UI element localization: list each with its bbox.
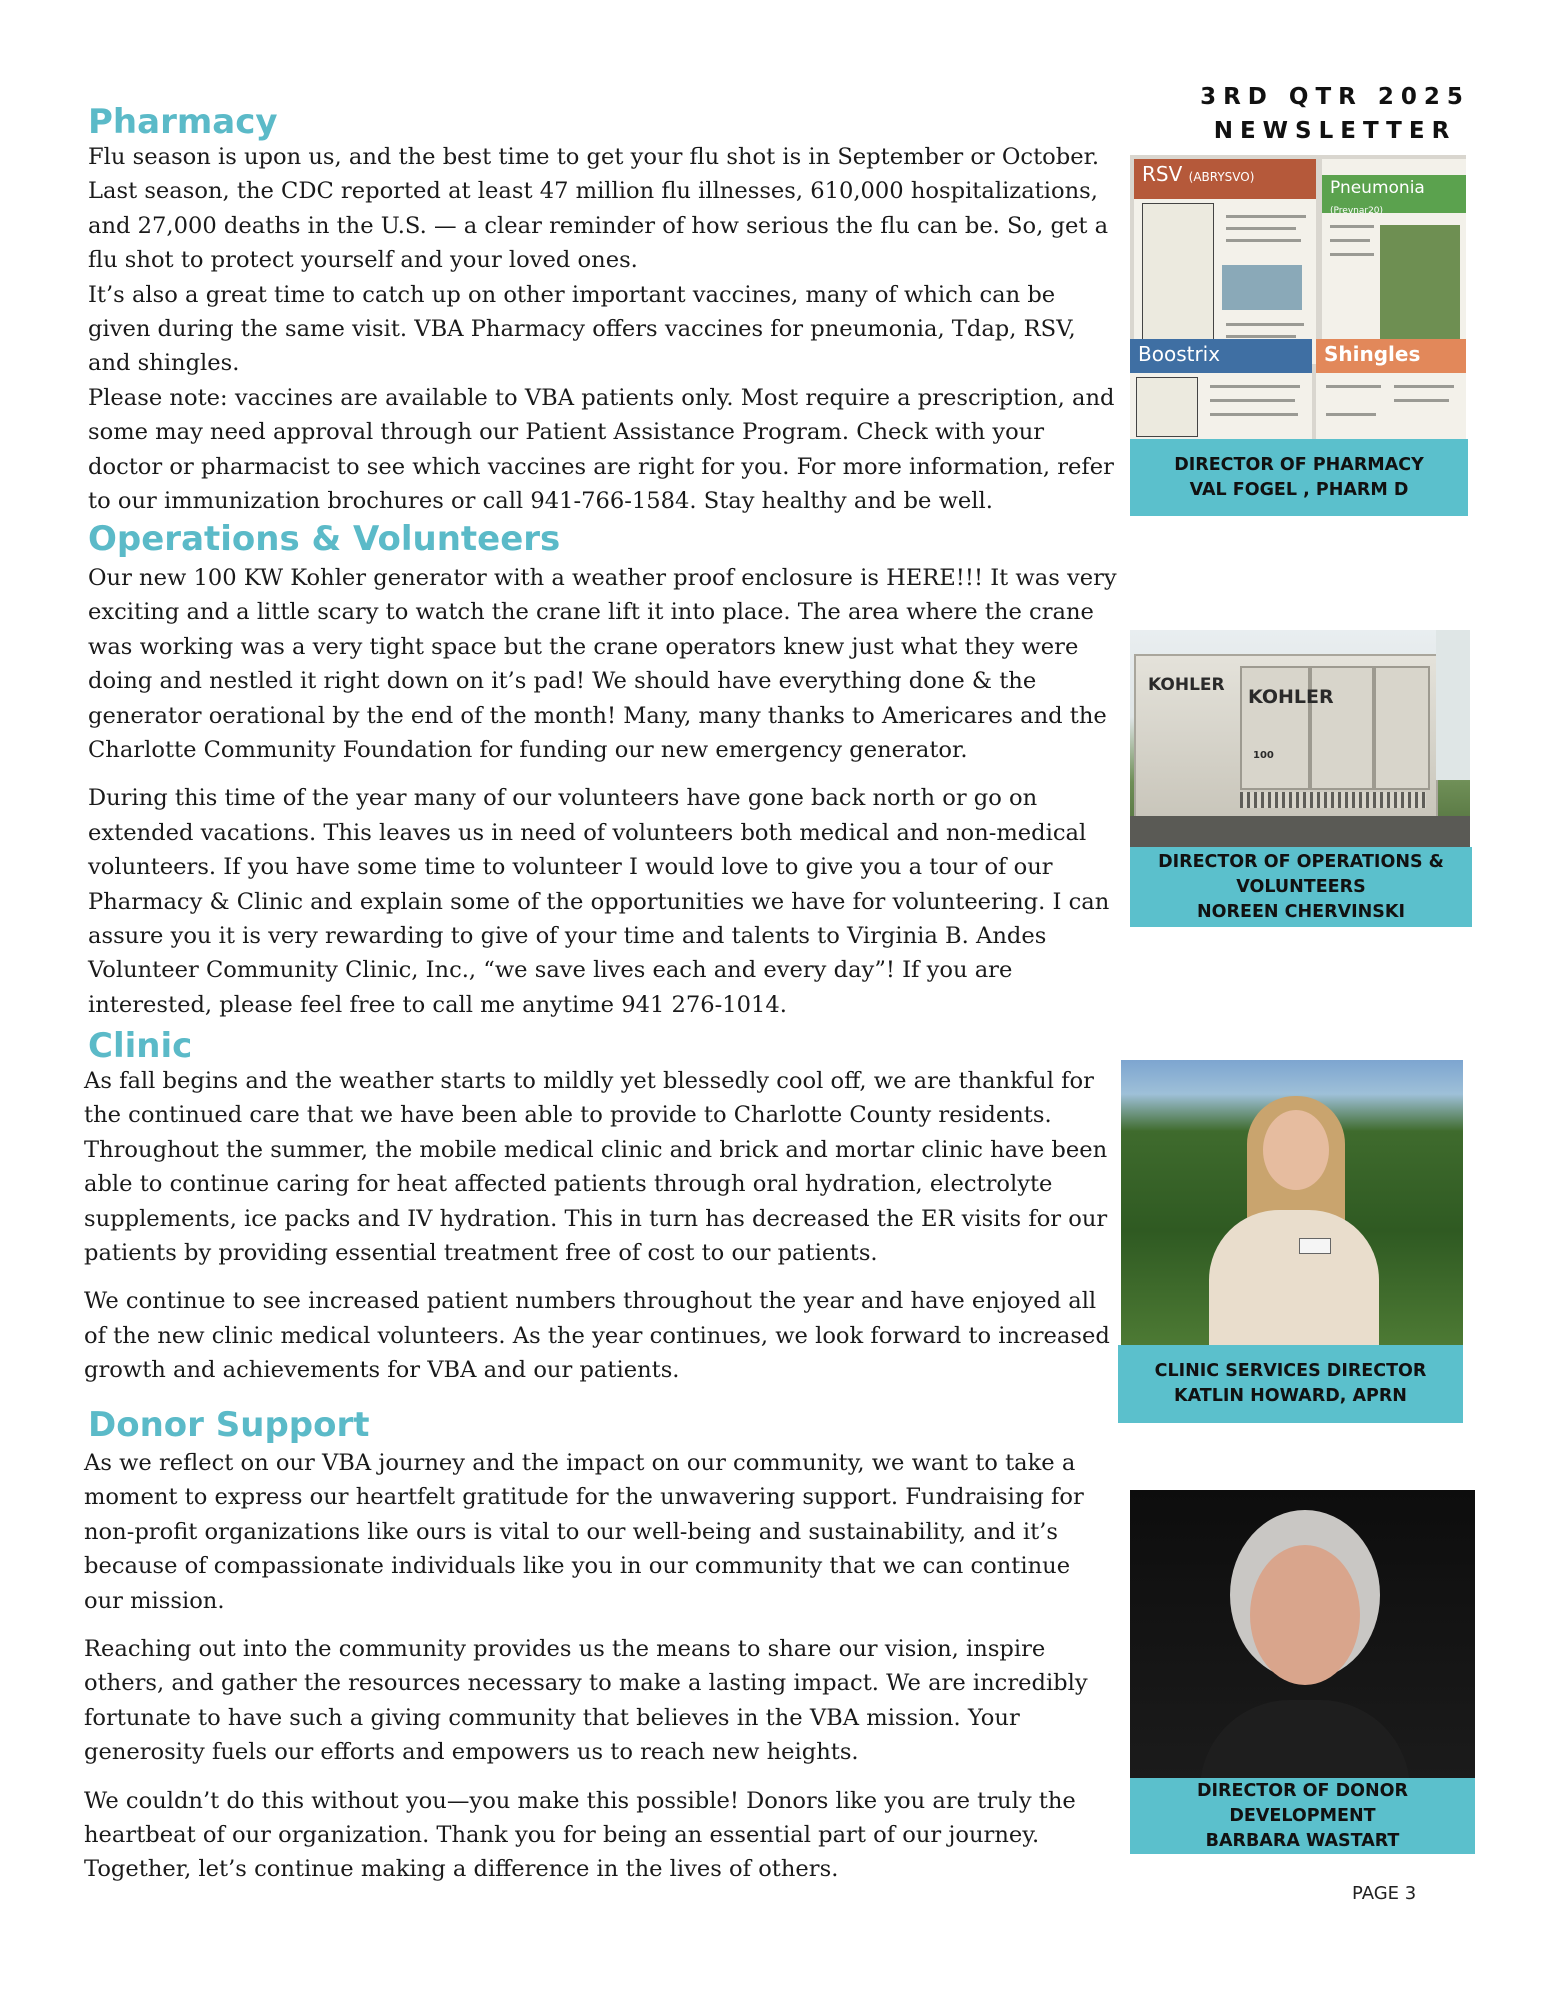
donor-heading: Donor Support xyxy=(88,1405,370,1445)
clinic-heading: Clinic xyxy=(88,1026,193,1066)
brochure-rsv-band xyxy=(1134,159,1316,199)
brochure-rsv-subtitle: (ABRYSVO) xyxy=(1188,170,1255,184)
brochure-boostrix-band xyxy=(1130,339,1312,373)
operations-heading: Operations & Volunteers xyxy=(88,519,561,559)
brochure-pneumonia-band xyxy=(1322,175,1466,216)
newsletter-masthead xyxy=(1190,80,1480,148)
caption-name: BARBARA WASTART xyxy=(1205,1830,1400,1851)
clinic-paragraph: As fall begins and the weather starts to mildly yet blessedly cool off, we are thankful for the continued care that we have been able to provide to Charlotte County residents. Throughout the summer, the mobile medical clinic and brick and mortar clinic have been able to continue caring for heat affected patients through oral hydration, electrolyte supplements, ice packs and IV hydration. This in turn has decreased the ER visits for our patients by providing essential treatment free of cost to our patients. xyxy=(84,1068,1108,1267)
caption-title: DIRECTOR OF OPERATIONS & xyxy=(1158,851,1444,872)
pharmacy-paragraph: Flu season is upon us, and the best time to get your flu shot is in September or October. Last season, the CDC reported at least 47 million flu illnesses, 610,000 hospitalizations, and 27,000 deaths in the U.S. — a clear reminder of how serious the flu can be. So, get a flu shot to protect yourself and your loved ones. xyxy=(88,144,1109,274)
donor-director-portrait xyxy=(1130,1490,1475,1778)
pharmacy-body xyxy=(88,140,1118,518)
operations-paragraph: During this time of the year many of our volunteers have gone back north or go on extended vacations. This leaves us in need of volunteers both medical and non-medical volunteers. If you have some time to volunteer I would love to give you a tour of our Pharmacy & Clinic and explain some of the opportunities we have for volunteering. I can assure you it is very rewarding to give of your time and talents to Virginia B. Andes Volunteer Community Clinic, Inc., “we save lives each and every day”! If you are interested, please feel free to call me anytime 941 276-1014. xyxy=(88,785,1110,1018)
page-number: PAGE 3 xyxy=(1352,1883,1417,1904)
caption-title: VOLUNTEERS xyxy=(1236,876,1366,897)
caption-name: VAL FOGEL , PHARM D xyxy=(1189,479,1409,500)
caption-title: DEVELOPMENT xyxy=(1229,1805,1376,1826)
pharmacy-paragraph: It’s also a great time to catch up on other important vaccines, many of which can be given during the same visit. VBA Pharmacy offers vaccines for pneumonia, Tdap, RSV, and shingles. xyxy=(88,281,1076,377)
donor-director-caption xyxy=(1130,1778,1475,1854)
masthead-issue: 3RD QTR 2025 xyxy=(1200,84,1470,110)
operations-body xyxy=(88,561,1118,1022)
generator-brand-front: KOHLER xyxy=(1248,686,1334,708)
caption-name: NOREEN CHERVINSKI xyxy=(1197,901,1405,922)
clinic-director-portrait xyxy=(1121,1060,1463,1345)
donor-paragraph: We couldn’t do this without you—you make this possible! Donors like you are truly the heartbeat of our organization. Thank you for being an essential part of our journey. Together, let’s continue making a difference in the lives of others. xyxy=(84,1787,1076,1883)
pharmacy-director-caption xyxy=(1130,439,1468,516)
clinic-director-caption xyxy=(1118,1345,1463,1423)
donor-paragraph: As we reflect on our VBA journey and the impact on our community, we want to take a moment to express our heartfelt gratitude for the unwavering support. Fundraising for non-profit organizations like ours is vital to our well-being and sustainability, and it’s because of compassionate individuals like you in our community that we can continue our mission. xyxy=(84,1450,1084,1614)
brochure-rsv-title: RSV xyxy=(1142,162,1183,186)
immunization-brochures-photo xyxy=(1130,155,1466,439)
generator-model: 100 xyxy=(1253,750,1274,761)
donor-body xyxy=(84,1446,1114,1887)
pharmacy-paragraph: Please note: vaccines are available to VBA patients only. Most require a prescription, and some may need approval through our Patient Assistance Program. Check with your doctor or pharmacist to see which vaccines are right for you. For more information, refer to our immunization brochures or call 941-766-1584. Stay healthy and be well. xyxy=(88,384,1115,515)
caption-title: DIRECTOR OF PHARMACY xyxy=(1174,454,1424,475)
caption-title: CLINIC SERVICES DIRECTOR xyxy=(1154,1361,1427,1381)
brochure-pneumonia-subtitle: (Prevnar20) xyxy=(1330,206,1384,216)
caption-title: DIRECTOR OF DONOR xyxy=(1196,1780,1409,1801)
clinic-paragraph: We continue to see increased patient numbers throughout the year and have enjoyed all of the new clinic medical volunteers. As the year continues, we look forward to increased growth and achievements for VBA and our patients. xyxy=(84,1288,1110,1384)
caption-name: KATLIN HOWARD, APRN xyxy=(1174,1386,1407,1406)
brochure-pneumonia-title: Pneumonia xyxy=(1330,178,1425,198)
donor-paragraph: Reaching out into the community provides us the means to share our vision, inspire others, and gather the resources necessary to make a lasting impact. We are incredibly fortunate to have such a giving community that believes in the VBA mission. Your generosity fuels our efforts and empowers us to reach new heights. xyxy=(84,1636,1088,1766)
operations-paragraph: Our new 100 KW Kohler generator with a weather proof enclosure is HERE!!! It was very exciting and a little scary to watch the crane lift it into place. The area where the crane was working was a very tight space but the crane operators knew just what they were doing and nestled it right down on it’s pad! We should have everything done & the generator oerational by the end of the month! Many, many thanks to Americares and the Charlotte Community Foundation for funding our new emergency generator. xyxy=(88,565,1117,764)
clinic-body xyxy=(84,1064,1114,1388)
brochure-boostrix-title: Boostrix xyxy=(1138,342,1221,366)
generator-brand-side: KOHLER xyxy=(1148,675,1225,695)
masthead-title: NEWSLETTER xyxy=(1213,118,1457,144)
operations-director-caption xyxy=(1130,847,1472,927)
brochure-shingles-title: Shingles xyxy=(1324,342,1421,366)
kohler-generator-photo xyxy=(1130,630,1470,847)
brochure-shingles-band xyxy=(1316,339,1466,373)
pharmacy-heading: Pharmacy xyxy=(88,102,278,142)
